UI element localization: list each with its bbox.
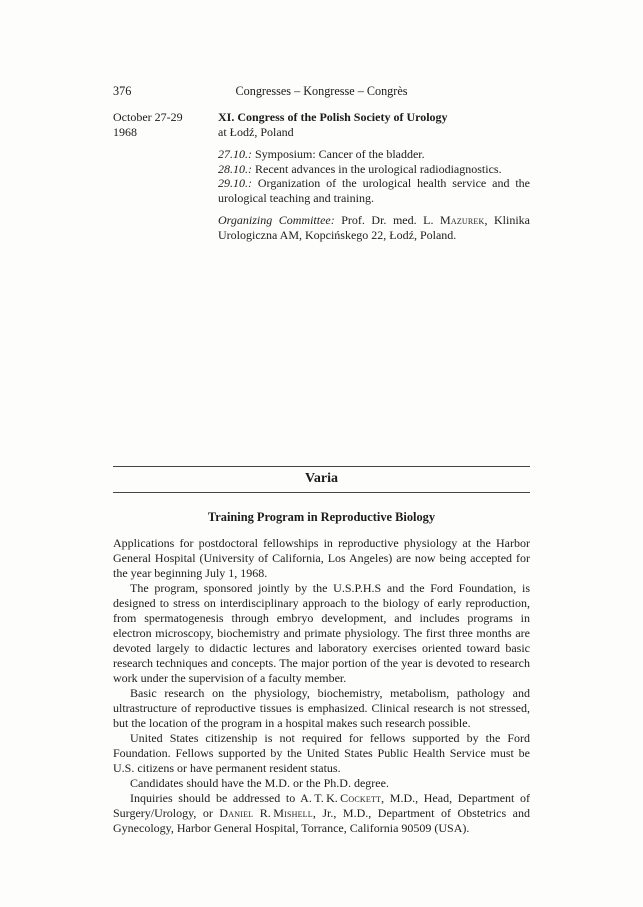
article-paragraph: Basic research on the physiology, biochemistry, metabolism, pathology and ultrastructure of reproductive tissues is emphasized. Clinical research is not stressed, but the location of the program in a hospital makes such research possible. [113, 686, 530, 730]
article-paragraph: Applications for postdoctoral fellowships in reproductive physiology at the Harbor General Hospital (University of California, Los Angeles) are now being accepted for the year beginning July 1, 1968. [113, 536, 530, 580]
congress-entry [113, 110, 530, 242]
schedule-date-label: 28.10.: [218, 161, 252, 176]
text-column [113, 84, 531, 835]
varia-section-title: Varia [305, 471, 338, 486]
article-paragraph: United States citizenship is not required for fellows supported by the Ford Foundation. Fellows supported by the United States Public Health Service must be U.S. citizens or have permanent resident status. [113, 731, 530, 775]
congress-date [113, 110, 218, 242]
congress-details [218, 110, 530, 242]
varia-section [113, 466, 530, 836]
congress-date-line1: October 27-29 [113, 110, 183, 124]
article-paragraph: The program, sponsored jointly by the U.S.P.H.S and the Ford Foundation, is designed to stress on interdisciplinary approach to the biology of early reproduction, from spermatogenesis through embryo development, and includes programs in electron microscopy, biochemistry and primate physiology. The first three months are devoted largely to didactic lectures and laboratory exercises oriented toward basic research techniques and concepts. The major portion of the year is devoted to research work under the supervision of a faculty member. [113, 581, 530, 685]
page-number: 376 [113, 84, 132, 98]
running-head [113, 84, 530, 98]
congress-date-line2: 1968 [113, 124, 137, 139]
running-title: Congresses – Kongresse – Congrès [235, 84, 408, 98]
congress-schedule [218, 147, 530, 205]
article-body [113, 536, 530, 836]
congress-title: XI. Congress of the Polish Society of Urology [218, 110, 448, 124]
schedule-text: Symposium: Cancer of the bladder. [255, 147, 425, 161]
inquiries-paragraph: Inquiries should be addressed to A. T. K. Cockett, M.D., Head, Department of Surgery/Urology, or Daniel R. Mishell, Jr., M.D., Department of Obstetrics and Gynecology, Harbor General Hospital, Torrance, California 90509 (USA). [113, 791, 531, 835]
schedule-date-label: 27.10.: [218, 147, 252, 161]
article-title: Training Program in Reproductive Biology [207, 510, 436, 524]
schedule-text: Organization of the urological health service and the urological teaching and training. [218, 176, 530, 205]
organizing-committee: Organizing Committee: Prof. Dr. med. L. Mazurek, Klinika Urologiczna AM, Kopcińskego 22, Łodź, Poland. [218, 213, 530, 242]
schedule-date-label: 29.10.: [218, 176, 252, 190]
varia-rule-bottom [113, 492, 530, 493]
congress-location: at Łodź, Poland [218, 124, 294, 139]
article-paragraph: Candidates should have the M.D. or the Ph.D. degree. [130, 776, 389, 790]
schedule-text: Recent advances in the urological radiodiagnostics. [255, 161, 502, 176]
